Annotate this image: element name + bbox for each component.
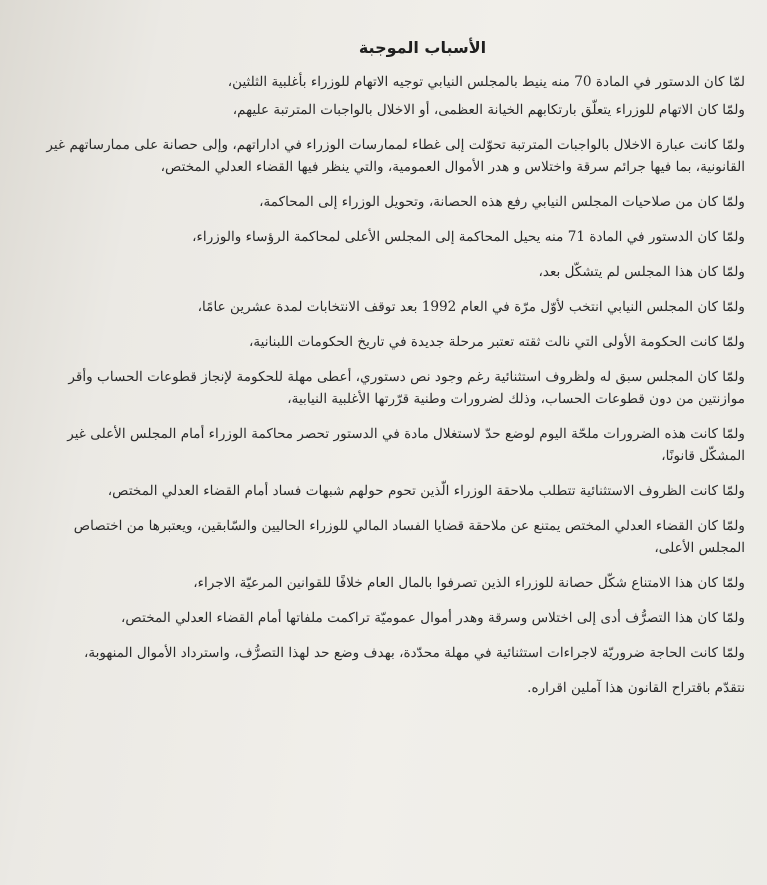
paragraph-2: ولمّا كان الاتهام للوزراء يتعلّق بارتكابهم الخيانة العظمى، أو الاخلال بالواجبات المترتبة عليهم، xyxy=(232,102,745,118)
paragraph-10: ولمّا كانت هذه الضرورات ملحّة اليوم لوضع حدّ لاستغلال مادة في الدستور تحصر محاكمة الوزراء أمام المجلس الأعلى غير المشكّل قانونًا، xyxy=(67,426,745,464)
paragraph-13: ولمّا كان هذا الامتناع شكّل حصانة للوزراء الذين تصرفوا بالمال العام خلافًا للقوانين المرعيّة الاجراء، xyxy=(193,575,745,591)
paragraph-15: ولمّا كانت الحاجة ضروريّة لاجراءات استثنائية في مهلة محدّدة، بهدف وضع حد لهذا التصرُّف، واسترداد الأموال المنهوبة، xyxy=(83,645,745,661)
paragraph-7: ولمّا كان المجلس النيابي انتخب لأوّل مرّة في العام 1992 بعد توقف الانتخابات لمدة عشرين عامًا، xyxy=(197,299,745,315)
paragraph-5: ولمّا كان الدستور في المادة 71 منه يحيل المحاكمة إلى المجلس الأعلى لمحاكمة الرؤساء والوزراء، xyxy=(192,229,745,245)
paragraph-6: ولمّا كان هذا المجلس لم يتشكّل بعد، xyxy=(538,264,745,280)
paragraph-4: ولمّا كان من صلاحيات المجلس النيابي رفع هذه الحصانة، وتحويل الوزراء إلى المحاكمة، xyxy=(259,194,745,210)
paragraph-14: ولمّا كان هذا التصرُّف أدى إلى اختلاس وسرقة وهدر أموال عموميّة تراكمت ملفاتها أمام القضاء العدلي المختص، xyxy=(121,610,745,626)
paragraph-16: نتقدّم باقتراح القانون هذا آملين اقراره. xyxy=(527,680,745,696)
paragraph-8: ولمّا كانت الحكومة الأولى التي نالت ثقته تعتبر مرحلة جديدة في تاريخ الحكومات اللبنانية، xyxy=(248,334,745,350)
document-title: الأسباب الموجبة xyxy=(358,38,487,57)
paragraph-9: ولمّا كان المجلس سبق له ولظروف استثنائية رغم وجود نص دستوري، أعطى مهلة للحكومة لإنجاز قطوعات الحساب وأقر موازنتين من دون قطوعات الحساب، وذلك لضرورات وطنية قرّرتها الأغلبية النيابية، xyxy=(68,369,745,407)
paragraph-1: لمّا كان الدستور في المادة 70 منه ينيط بالمجلس النيابي توجيه الاتهام للوزراء بأغلبية الثلثين، xyxy=(227,74,745,90)
paragraph-3: ولمّا كانت عبارة الاخلال بالواجبات المترتبة تحوّلت إلى غطاء لممارسات الوزراء في اداراتهم، وإلى حصانة على ممارساتهم غير القانونية، بما فيها جرائم سرقة واختلاس و هدر الأموال العمومية، والتي ينظر فيها القضاء العدلي المختص، xyxy=(46,137,745,175)
paragraph-11: ولمّا كانت الظروف الاستثنائية تتطلب ملاحقة الوزراء الّذين تحوم حولهم شبهات فساد أمام القضاء العدلي المختص، xyxy=(107,483,745,499)
paragraph-12: ولمّا كان القضاء العدلي المختص يمتنع عن ملاحقة قضايا الفساد المالي للوزراء الحاليين والسّابقين، ويعتبرها من اختصاص المجلس الأعلى، xyxy=(73,518,745,556)
